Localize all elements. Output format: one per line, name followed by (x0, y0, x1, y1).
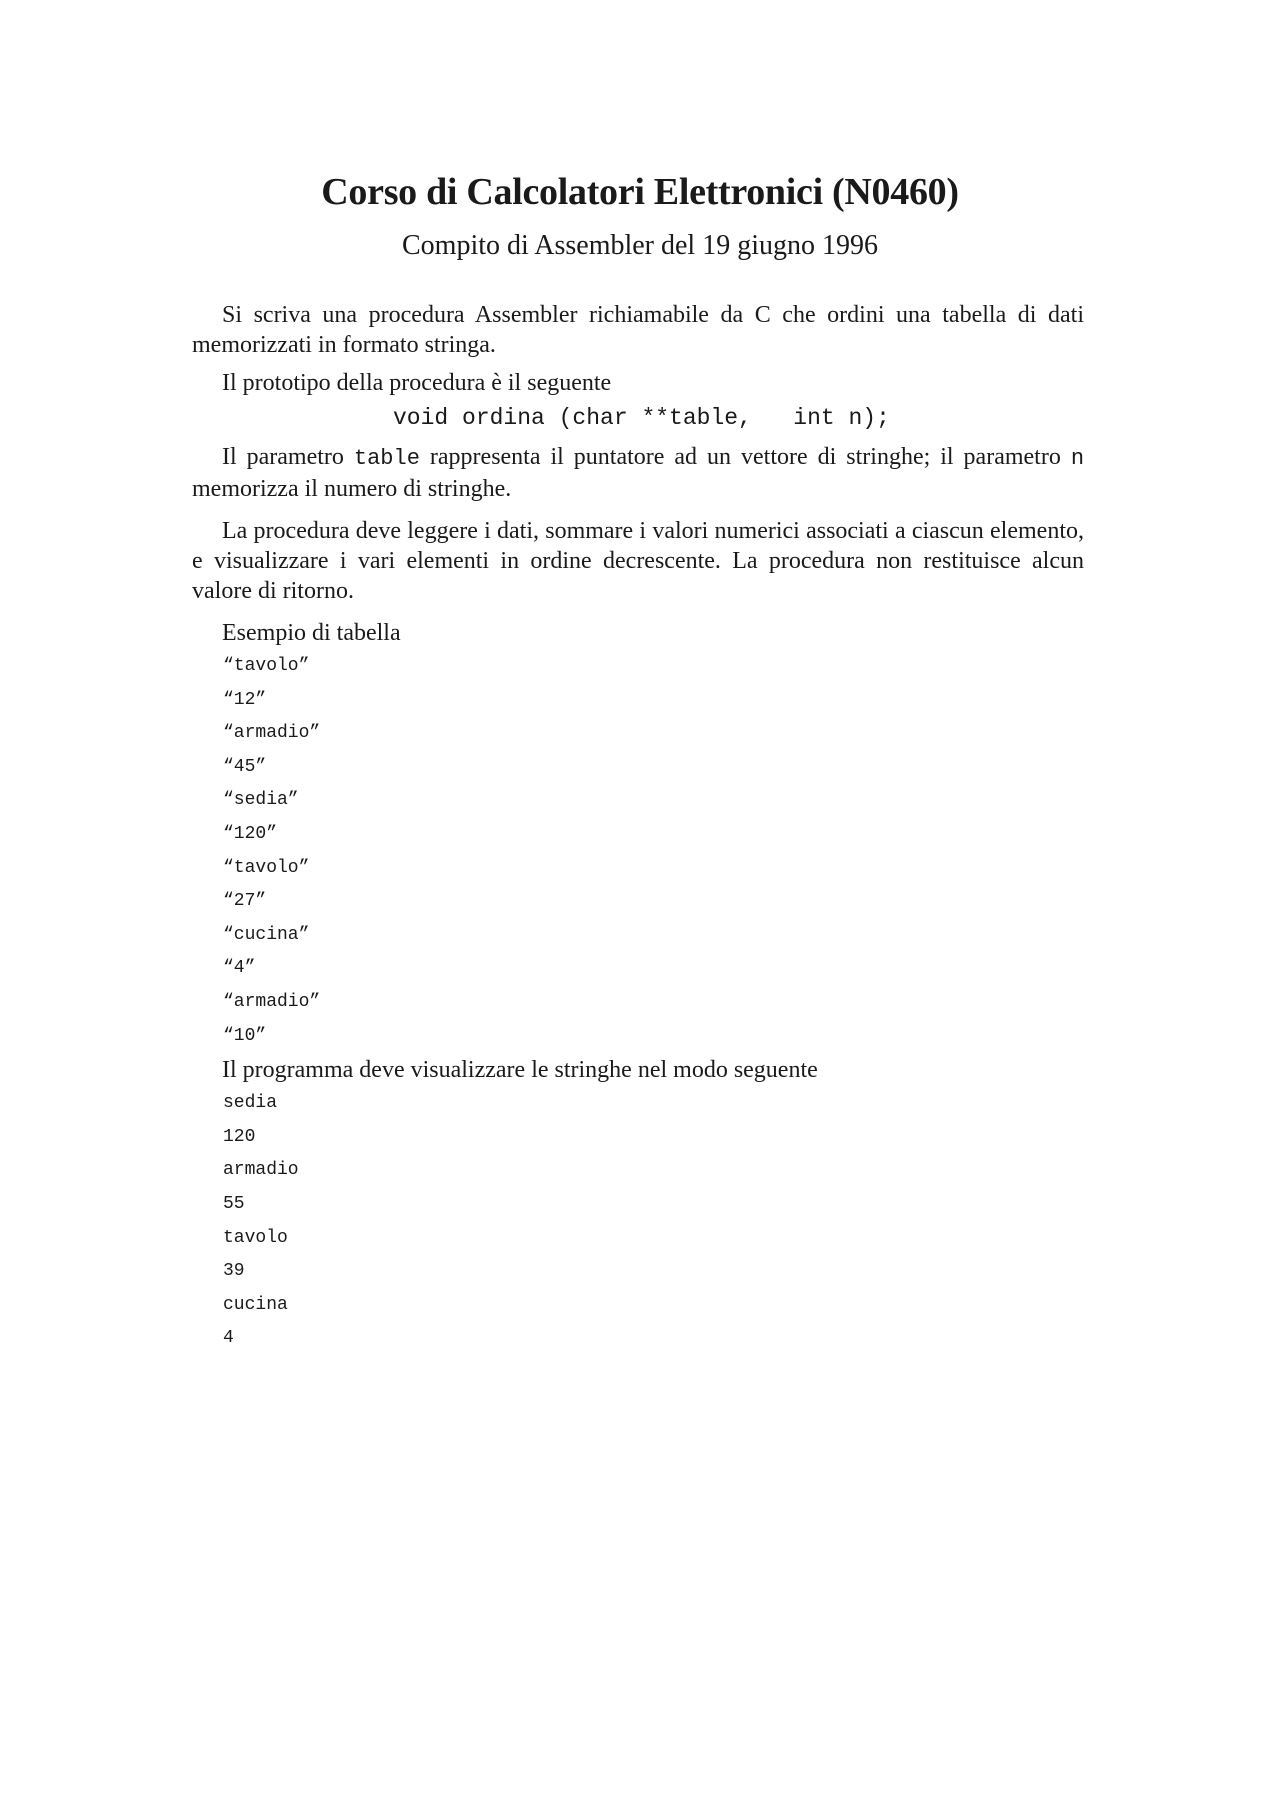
parameters-text-c: memorizza il numero di stringhe. (192, 476, 512, 502)
list-item: “sedia” (223, 790, 299, 811)
parameters-paragraph (192, 442, 1084, 504)
example-table-list (192, 650, 1084, 1053)
list-item: “cucina” (223, 924, 310, 945)
parameter-table-code: table (353, 446, 420, 471)
parameter-n-code: n (1070, 446, 1085, 471)
list-item: “10” (223, 1025, 267, 1046)
document-subtitle: Compito di Assembler del 19 giugno 1996 (402, 230, 878, 261)
list-item: “12” (223, 689, 267, 710)
parameters-text-a: Il parametro (222, 444, 354, 470)
prototype-intro: Il prototipo della procedura è il seguente (222, 370, 612, 396)
example-heading: Esempio di tabella (222, 620, 401, 646)
list-item: armadio (223, 1160, 299, 1181)
output-list (192, 1087, 1084, 1356)
list-item: sedia (223, 1093, 278, 1114)
description-paragraph: La procedura deve leggere i dati, sommare i valori numerici associati a ciascun elemento, e visualizzare i vari elementi in ordine decrescente. La procedura non restituisce alcun valore di ritorno. (192, 518, 1084, 604)
list-item: 4 (223, 1328, 234, 1349)
parameters-text-b: rappresenta il puntatore ad un vettore di stringhe; il parametro (419, 444, 1071, 470)
list-item: “27” (223, 891, 267, 912)
document-body (192, 300, 1084, 1356)
list-item: tavolo (223, 1227, 288, 1248)
document-title: Corso di Calcolatori Elettronici (N0460) (321, 171, 959, 213)
list-item: “armadio” (223, 991, 321, 1012)
list-item: 120 (223, 1126, 256, 1147)
list-item: “armadio” (223, 723, 321, 744)
list-item: “120” (223, 823, 278, 844)
prototype-code: void ordina (char **table, int n); (393, 405, 890, 431)
list-item: 39 (223, 1261, 245, 1282)
list-item: “4” (223, 958, 256, 979)
list-item: “45” (223, 756, 267, 777)
list-item: “tavolo” (223, 857, 310, 878)
list-item: “tavolo” (223, 656, 310, 676)
output-heading: Il programma deve visualizzare le stringhe nel modo seguente (222, 1057, 818, 1084)
intro-paragraph: Si scriva una procedura Assembler richiamabile da C che ordini una tabella di dati memorizzati in formato stringa. (192, 302, 1084, 358)
list-item: cucina (223, 1294, 288, 1315)
list-item: 55 (223, 1193, 245, 1214)
